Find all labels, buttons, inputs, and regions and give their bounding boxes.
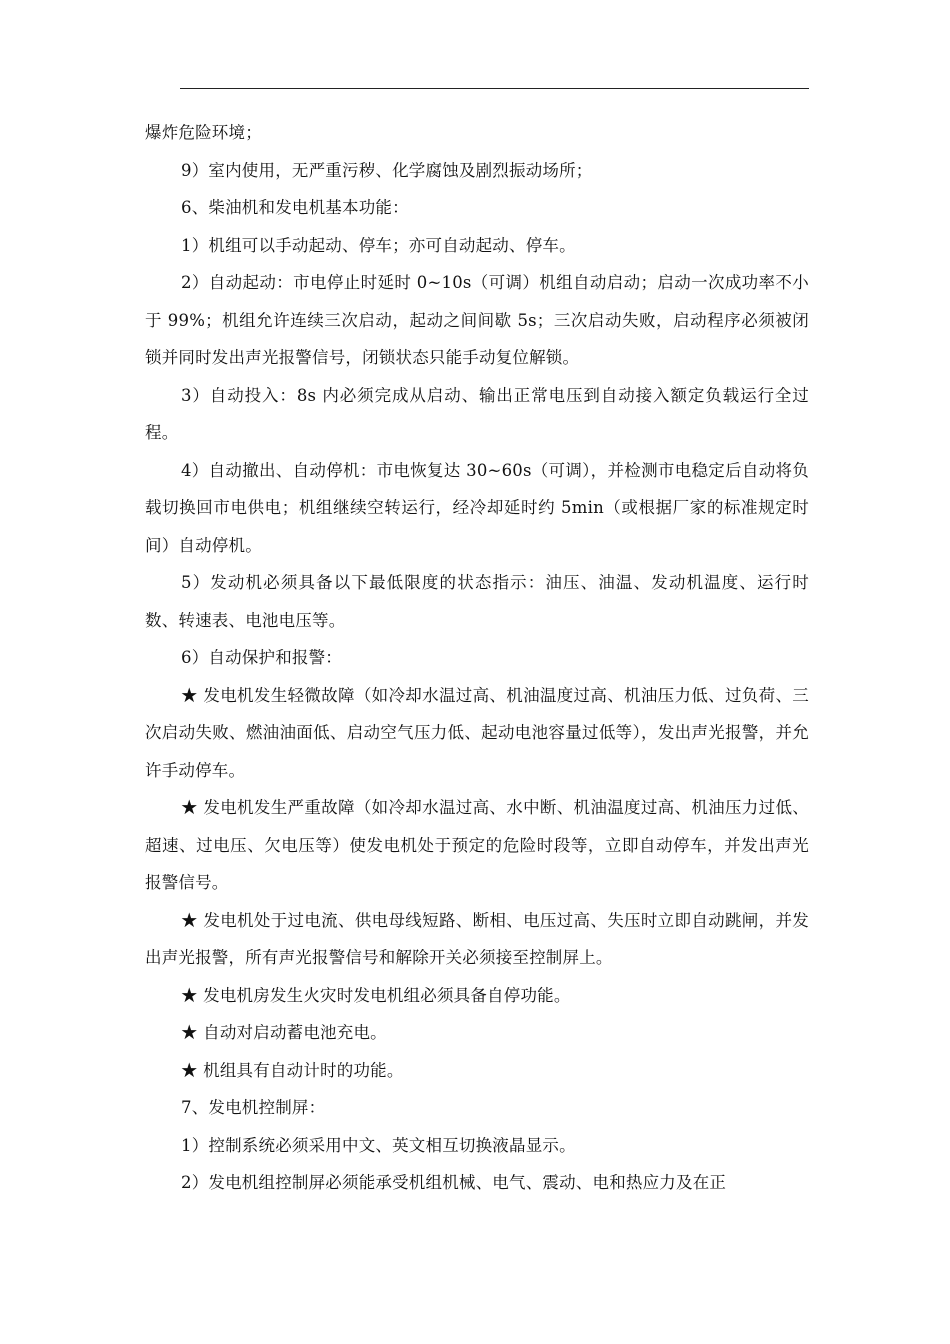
bullet-item: ★ 发电机发生严重故障（如冷却水温过高、水中断、机油温度过高、机油压力过低、超速、过电压、欠电压等）使发电机处于预定的危险时段等，立即自动停车，并发出声光报警信号。 (145, 798, 809, 892)
paragraph: 1）控制系统必须采用中文、英文相互切换液晶显示。 (181, 1135, 576, 1155)
paragraph: 6）自动保护和报警： (181, 648, 342, 667)
paragraph: 4）自动撤出、自动停机：市电恢复达 30~60s（可调），并检测市电稳定后自动将负载切换回市电供电；机组继续空转运行，经冷却延时约 5min（或根据厂家的标准规定时间）自动停机。 (145, 460, 809, 555)
header-rule (180, 88, 809, 89)
section-heading: 7、发电机控制屏： (181, 1098, 326, 1117)
paragraph: 2）发电机组控制屏必须能承受机组机械、电气、震动、电和热应力及在正 (181, 1173, 727, 1192)
paragraph: 2）自动起动：市电停止时延时 0~10s（可调）机组自动启动；启动一次成功率不小于 99%；机组允许连续三次启动，起动之间间歇 5s；三次启动失败，启动程序必须被闭锁并同时发出声光报警信号，闭锁状态只能手动复位解锁。 (145, 273, 809, 367)
bullet-item: ★ 发电机发生轻微故障（如冷却水温过高、机油温度过高、机油压力低、过负荷、三次启动失败、燃油油面低、启动空气压力低、起动电池容量过低等），发出声光报警，并允许手动停车。 (145, 685, 809, 780)
paragraph: 爆炸危险环境； (145, 123, 262, 142)
paragraph: 9）室内使用，无严重污秽、化学腐蚀及剧烈振动场所； (181, 160, 593, 180)
body-text (145, 114, 809, 1202)
section-heading: 6、柴油机和发电机基本功能： (181, 198, 409, 217)
paragraph: 3）自动投入：8s 内必须完成从启动、输出正常电压到自动接入额定负载运行全过程。 (145, 385, 809, 442)
bullet-item: ★ 自动对启动蓄电池充电。 (181, 1023, 387, 1042)
paragraph: 5）发动机必须具备以下最低限度的状态指示：油压、油温、发动机温度、运行时数、转速表、电池电压等。 (145, 573, 809, 630)
bullet-item: ★ 机组具有自动计时的功能。 (181, 1060, 404, 1080)
paragraph: 1）机组可以手动起动、停车；亦可自动起动、停车。 (181, 235, 576, 255)
bullet-item: ★ 发电机房发生火灾时发电机组必须具备自停功能。 (181, 985, 571, 1005)
bullet-item: ★ 发电机处于过电流、供电母线短路、断相、电压过高、失压时立即自动跳闸，并发出声光报警，所有声光报警信号和解除开关必须接至控制屏上。 (145, 910, 809, 967)
